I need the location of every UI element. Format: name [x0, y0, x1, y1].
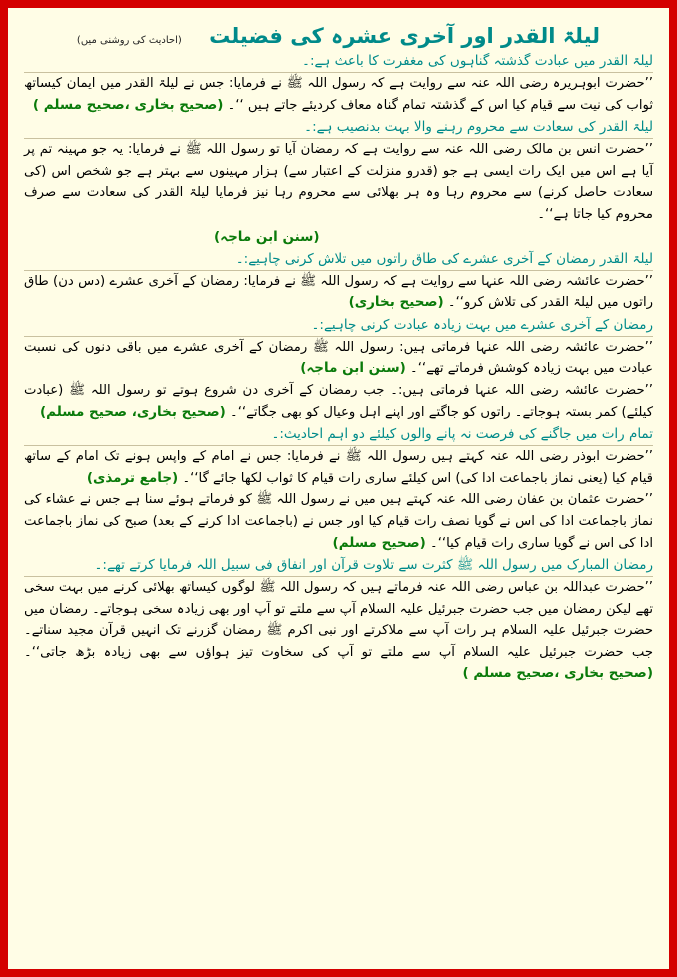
hadith-body: ’’حضرت عائشہ رضی اللہ عنہا فرماتی ہیں:۔ جب رمضان کے آخری دن شروع ہوتے تو رسول اللہ ﷺ (عبادت کیلئے) کمر بستہ ہوجاتے۔ راتوں کو جاگتے اور اپنے اہل وعیال کو بھی جگاتے‘‘۔: [24, 382, 653, 420]
section-heading: تمام رات میں جاگنے کی فرصت نہ پانے والوں کیلئے دو اہم احادیث:۔: [24, 424, 653, 446]
hadith-reference: (سنن ابن ماجہ): [214, 228, 320, 245]
section-7: [24, 489, 653, 554]
hadith-body: ’’حضرت عبداللہ بن عباس رضی اللہ عنہ فرماتے ہیں کہ رسول اللہ ﷺ لوگوں کیساتھ بھلائی کرنے میں بہت سخی تھے لیکن رمضان میں جب حضرت جبرئیل علیہ السلام آپ سے ملتے تو آپ اور بھی زیادہ سخی ہوجاتے۔ رمضان میں حضرت جبرئیل علیہ السلام ہر رات آپ سے ملاکرتے اور نبی اکرم ﷺ رمضان گزرنے تک انہیں قرآن مجید سناتے۔ جب حضرت جبرئیل علیہ السلام آپ سے ملتے تو آپ کی سخاوت تیز ہواؤں سے بھی زیادہ بڑھ جاتی‘‘۔: [24, 580, 653, 660]
hadith-text: [24, 446, 653, 489]
hadith-reference: (صحیح بخاری ،صحیح مسلم ): [32, 96, 224, 113]
hadith-body: ’’حضرت انس بن مالک رضی اللہ عنہ سے روایت ہے کہ رمضان آیا تو رسول اللہ ﷺ نے فرمایا: یہ جو مہینہ تم پر آیا ہے اس میں ایک رات ایسی ہے جو (قدرو منزلت کے اعتبار سے) ہزار مہینوں سے بہتر ہے جو شخص اس (کی سعادت حاصل کرنے) سے محروم رہا وہ ہر بھلائی سے محروم رہا نیز فرمایا لیلۃ القدر کی سعادت سے صرف محروم کیا جاتا ہے‘‘۔: [24, 142, 653, 222]
section-5: [24, 380, 653, 423]
hadith-text: [24, 337, 653, 380]
section-heading: لیلۃ القدر کی سعادت سے محروم رہنے والا بہت بدنصیب ہے:۔: [24, 117, 653, 139]
hadith-reference: (صحیح بخاری ،صحیح مسلم ): [462, 665, 653, 682]
hadith-reference: (سنن ابن ماجہ): [300, 360, 406, 377]
hadith-text: [24, 577, 653, 685]
section-3: [24, 249, 653, 314]
page-title: [24, 22, 653, 50]
section-1: [24, 51, 653, 116]
title-note: (احادیث کی روشنی میں): [76, 35, 182, 46]
hadith-reference: (جامع ترمذی): [86, 469, 179, 486]
hadith-reference: (صحیح بخاری، صحیح مسلم): [39, 403, 226, 420]
hadith-text: [24, 139, 653, 247]
hadith-text: [24, 271, 653, 314]
section-heading: رمضان المبارک میں رسول اللہ ﷺ کثرت سے تلاوت قرآن اور انفاق فی سبیل اللہ فرمایا کرتے تھے:۔: [24, 555, 653, 577]
hadith-text: [24, 489, 653, 554]
hadith-reference: (صحیح مسلم): [332, 534, 426, 551]
section-heading: لیلۃ القدر رمضان کے آخری عشرے کی طاق راتوں میں تلاش کرنی چاہیے:۔: [24, 249, 653, 271]
section-heading: رمضان کے آخری عشرے میں بہت زیادہ عبادت کرنی چاہیے:۔: [24, 315, 653, 337]
section-6: [24, 424, 653, 489]
section-8: [24, 555, 653, 685]
hadith-reference: (صحیح بخاری): [348, 294, 444, 311]
hadith-body: ’’حضرت عثمان بن عفان رضی اللہ عنہ کہتے ہیں میں نے رسول اللہ ﷺ کو فرماتے ہوئے سنا ہے جس نے عشاء کی نماز باجماعت ادا کی اس نے گویا نصف رات قیام کیا اور جس نے (باجماعت ادا کرنے کے بعد) صبح کی نماز باجماعت ادا کی اس نے گویا ساری رات قیام کیا‘‘۔: [24, 492, 653, 551]
hadith-body: ’’حضرت ابوہریرہ رضی اللہ عنہ سے روایت ہے کہ رسول اللہ ﷺ نے فرمایا: جس نے لیلۃ القدر میں ایمان کیساتھ ثواب کی نیت سے قیام کیا اس کے گذشتہ تمام گناہ معاف کردیئے جاتے ہیں ‘‘۔: [24, 76, 653, 113]
document-page: [12, 12, 665, 965]
hadith-body: ’’حضرت عائشہ رضی اللہ عنہا فرماتی ہیں: رسول اللہ ﷺ رمضان کے آخری عشرے میں باقی دنوں کی نسبت عبادت میں بہت زیادہ کوشش فرماتے تھے‘‘۔: [24, 339, 653, 377]
hadith-text: [24, 73, 653, 116]
hadith-body: ’’حضرت ابوذر رضی اللہ عنہ کہتے ہیں رسول اللہ ﷺ نے فرمایا: جس نے امام کے واپس ہونے تک امام کے ساتھ قیام کیا (یعنی نماز باجماعت ادا کی) اس کیلئے ساری رات قیام کا ثواب لکھا جائے گا‘‘۔: [24, 449, 653, 486]
section-2: [24, 117, 653, 247]
title-text: لیلۃ القدر اور آخری عشرہ کی فضیلت: [209, 24, 601, 48]
hadith-text: [24, 380, 653, 423]
section-heading: لیلۃ القدر میں عبادت گذشتہ گناہوں کی مغفرت کا باعث ہے:۔: [24, 51, 653, 73]
hadith-body: ’’حضرت عائشہ رضی اللہ عنہا سے روایت ہے کہ رسول اللہ ﷺ نے فرمایا: رمضان کے آخری عشرے (دس دن) طاق راتوں میں لیلۃ القدر کی تلاش کرو‘‘۔: [24, 273, 653, 311]
section-4: [24, 315, 653, 380]
